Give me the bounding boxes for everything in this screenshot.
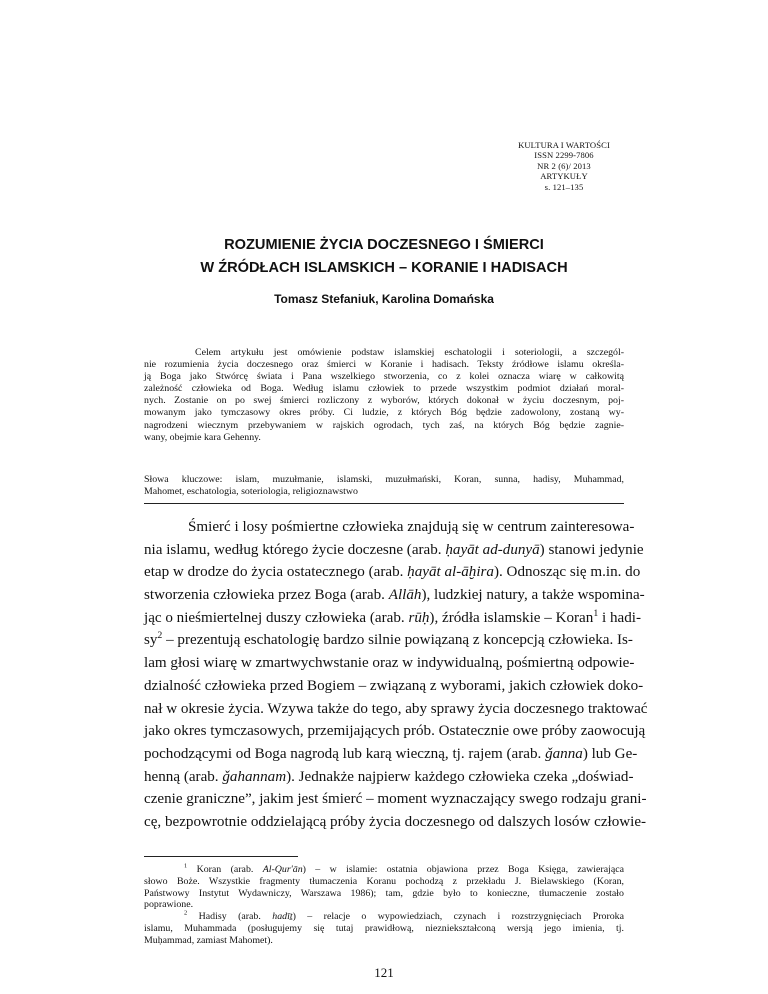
journal-issn: ISSN 2299-7806 <box>534 150 594 161</box>
body-line: jąc o nieśmiertelnej duszy człowieka (arab. rūḥ), źródła islamskie – Koran$^1$ i hadi- <box>144 607 641 626</box>
footnotes <box>144 864 624 947</box>
body-line: pochodzącymi od Boga nagrodą lub karą wieczną, tj. rajem (arab. ǧanna) lub Ge- <box>144 745 638 762</box>
journal-pages: s. 121–135 <box>544 181 584 192</box>
authors: Tomasz Stefaniuk, Karolina Domańska <box>274 292 494 306</box>
body-line: stworzenia człowieka przez Boga (arab. Allāh), ludzkiej natury, a także wspomina- <box>144 587 645 604</box>
abstract-line: wany, obejmie kara Gehenny. <box>144 431 261 443</box>
footnote-ref: 2 <box>157 630 163 642</box>
footnote-number: 2 <box>184 909 188 917</box>
body-line: nał w okresie życia. Wzywa także do tego, aby sprawy życia doczesnego traktować <box>144 700 648 717</box>
footnote-line: Muḥammad, zamiast Mahomet). <box>144 934 273 946</box>
footnote-ref: 1 <box>593 607 599 619</box>
footnote-line: poprawione. <box>144 899 194 911</box>
abstract-line: ją Boga jako Stwórcę świata i Pana wszelkiego stworzenia, co z kolei oznacza wiarę w całkowitą <box>144 371 624 383</box>
journal-section: ARTYKUŁY <box>540 171 588 182</box>
section-divider <box>144 503 624 504</box>
footnote-separator <box>144 856 298 857</box>
article-title <box>110 234 658 280</box>
footnote-number: 1 <box>184 862 188 870</box>
body-line: czenie graniczne”, jakim jest śmierć – moment wyznaczający swego rodzaju grani- <box>144 791 647 808</box>
title-line-2: W ŹRÓDŁACH ISLAMSKICH – KORANIE I HADISACH <box>200 260 568 276</box>
keywords-line-1: Słowa kluczowe: islam, muzułmanie, islamski, muzułmański, Koran, sunna, hadisy, Muhammad, <box>144 474 624 485</box>
page-number: 121 <box>374 965 394 980</box>
body-line: nia islamu, według którego życie doczesne (arab. ḥayāt ad-dunyā) stanowi jedynie <box>144 541 644 558</box>
body-line: lam głosi wiarę w zmartwychwstanie oraz w indywidualną, pośmiertną odpowie- <box>144 655 635 672</box>
footnote-line: słowo Boże. Wszystkie fragmenty tłumaczenia Koranu pochodzą z przekładu J. Bielawskiego (Koran, <box>144 875 624 887</box>
arabic-term: rūḥ <box>408 609 430 626</box>
arabic-term: ǧanna <box>545 745 583 762</box>
abstract-line: nagrodzeni wiecznym przebywaniem w rajskich ogrodach, tych zaś, na których Bóg będzie zagnie- <box>144 419 624 431</box>
body-line: $sy^2$ – prezentują eschatologię bardzo silnie powiązaną z koncepcją człowieka. Is- <box>144 630 633 649</box>
body-line: Śmierć i losy pośmiertne człowieka znajdują się w centrum zainteresowa- <box>188 519 635 535</box>
keywords-line-2: Mahomet, eschatologia, soteriologia, religioznawstwo <box>144 486 358 498</box>
abstract-line: nych. Zostanie on po swej śmierci rozliczony z wyborów, których dokonał w życiu doczesnym, poj- <box>144 395 624 407</box>
footnote-line: $^2$ Hadisy (arab. hadīṯ) – relacje o wypowiedziach, czynach i rozstrzygnięciach Proroka <box>184 909 624 923</box>
title-line-1: ROZUMIENIE ŻYCIA DOCZESNEGO I ŚMIERCI <box>224 237 544 253</box>
journal-header <box>484 140 644 192</box>
body-line: henną (arab. ǧahannam). Jednakże najpierw każdego człowieka czeka „doświad- <box>144 768 634 785</box>
arabic-term: ḥayāt ad-dunyā <box>445 541 540 558</box>
arabic-term: Allāh <box>388 587 422 604</box>
body-line: dzialność człowieka przed Bogiem – związaną z wyborami, jakich człowiek doko- <box>144 677 644 694</box>
body-paragraph <box>144 516 648 834</box>
journal-issue: NR 2 (6)/ 2013 <box>537 160 591 171</box>
abstract-line: zależność człowieka od Boga. Według islamu człowiek to przede wszystkim podmiot działań moral- <box>144 383 624 395</box>
abstract-line: nie rozumienia życia doczesnego oraz śmierci w Koranie i hadisach. Teksty źródłowe islamu określa- <box>144 359 624 371</box>
keywords <box>144 474 624 498</box>
arabic-term: ḥayāt al-āḫira <box>407 564 494 581</box>
body-line: jako okres tymczasowych, przemijających prób. Ostatecznie owe próby zaowocują <box>144 723 646 740</box>
footnote-line: islamu, Muhammada (posługujemy się tutaj prawidłową, niezniekształconą wersją jego imienia, tj. <box>144 922 624 934</box>
abstract-line: Celem artykułu jest omówienie podstaw islamskiej eschatologii i soteriologii, a szczegól- <box>195 347 624 358</box>
body-line: cę, bezpowrotnie oddzielającą próby życia doczesnego od dalszych losów człowie- <box>144 813 647 830</box>
abstract <box>144 347 624 444</box>
footnote-line: Państwowy Instytut Wydawniczy, Warszawa 1986); tam, gdzie było to konieczne, tłumaczenie zostało <box>144 887 624 899</box>
abstract-line: mowanym jako tymczasowy okres próby. Ci ludzie, z których Bóg będzie zadowolony, zostaną wy- <box>144 407 624 419</box>
arabic-term: ǧahannam <box>222 768 287 785</box>
body-line: etap w drodze do życia ostatecznego (arab. ḥayāt al-āḫira). Odnosząc się m.in. do <box>144 564 641 581</box>
journal-name: KULTURA I WARTOŚCI <box>518 140 610 150</box>
footnote-line: $^1$ Koran (arab. Al-Qur'ān) – w islamie: ostatnia objawiona przez Boga Księga, zawierająca <box>184 862 624 875</box>
